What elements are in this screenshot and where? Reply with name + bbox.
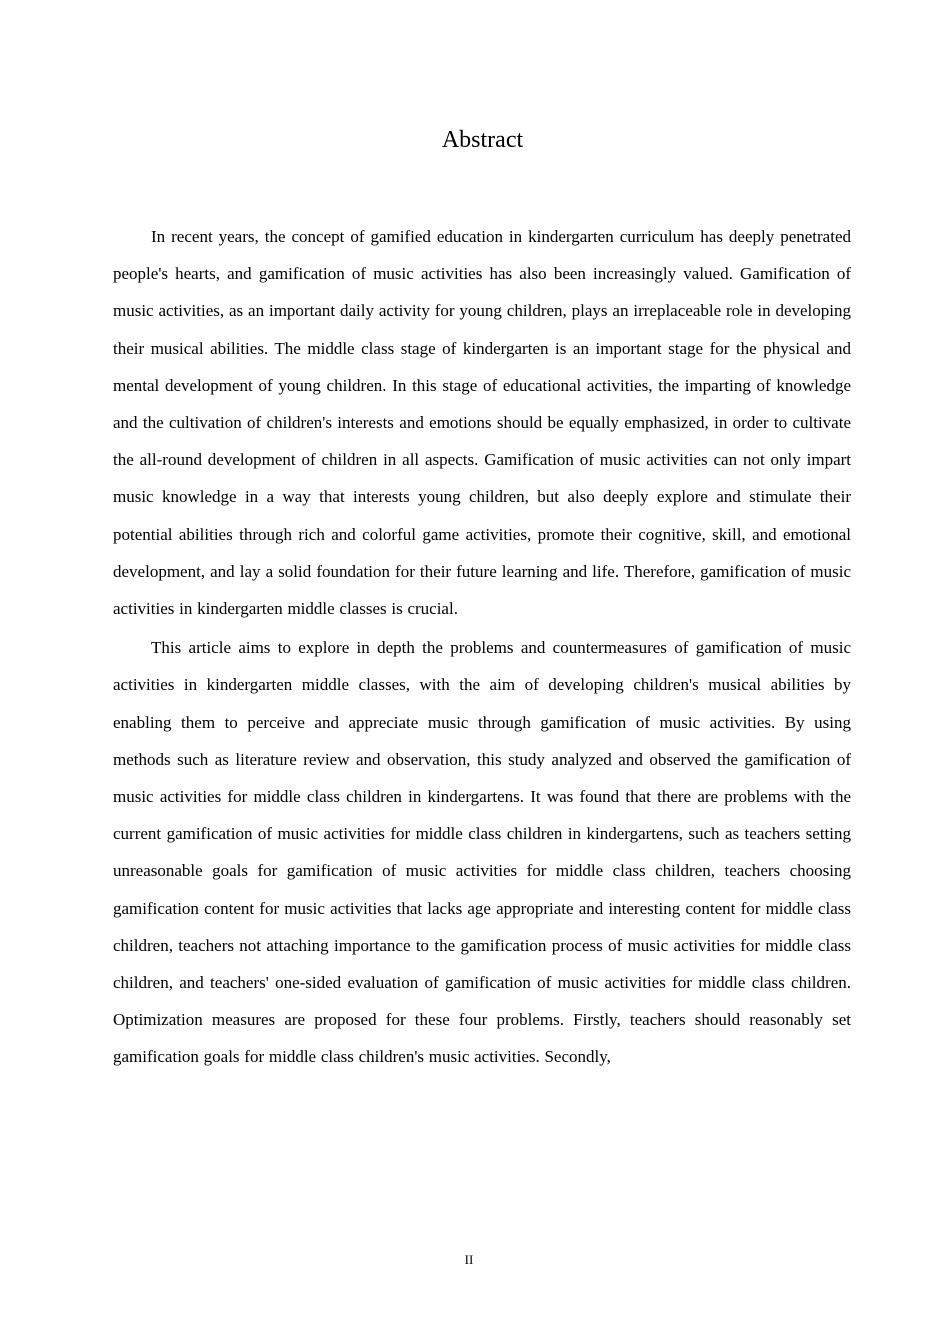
abstract-paragraph-1: In recent years, the concept of gamified education in kindergarten curriculum has deeply penetrated people's hearts, and gamification of music activities has also been increasingly valued. Gamification of music activities, as an important daily activity for young children, plays an irreplaceable role in developing their musical abilities. The middle class stage of kindergarten is an important stage for the physical and mental development of young children. In this stage of educational activities, the imparting of knowledge and the cultivation of children's interests and emotions should be equally emphasized, in order to cultivate the all-round development of children in all aspects. Gamification of music activities can not only impart music knowledge in a way that interests young children, but also deeply explore and stimulate their potential abilities through rich and colorful game activities, promote their cognitive, skill, and emotional development, and lay a solid foundation for their future learning and life. Therefore, gamification of music activities in kindergarten middle classes is crucial. <box>113 227 851 619</box>
abstract-paragraph-2: This article aims to explore in depth the problems and countermeasures of gamification of music activities in kindergarten middle classes, with the aim of developing children's musical abilities by enabling them to perceive and appreciate music through gamification of music activities. By using methods such as literature review and observation, this study analyzed and observed the gamification of music activities for middle class children in kindergartens. It was found that there are problems with the current gamification of music activities for middle class children in kindergartens, such as teachers setting unreasonable goals for gamification of music activities for middle class children, teachers choosing gamification content for music activities that lacks age appropriate and interesting content for middle class children, teachers not attaching importance to the gamification process of music activities for middle class children, and teachers' one-sided evaluation of gamification of music activities for middle class children. Optimization measures are proposed for these four problems. Firstly, teachers should reasonably set gamification goals for middle class children's music activities. Secondly, <box>113 638 851 1067</box>
page-title: Abstract <box>441 127 524 153</box>
abstract-body <box>113 218 851 1076</box>
page-number: II <box>464 1252 474 1267</box>
